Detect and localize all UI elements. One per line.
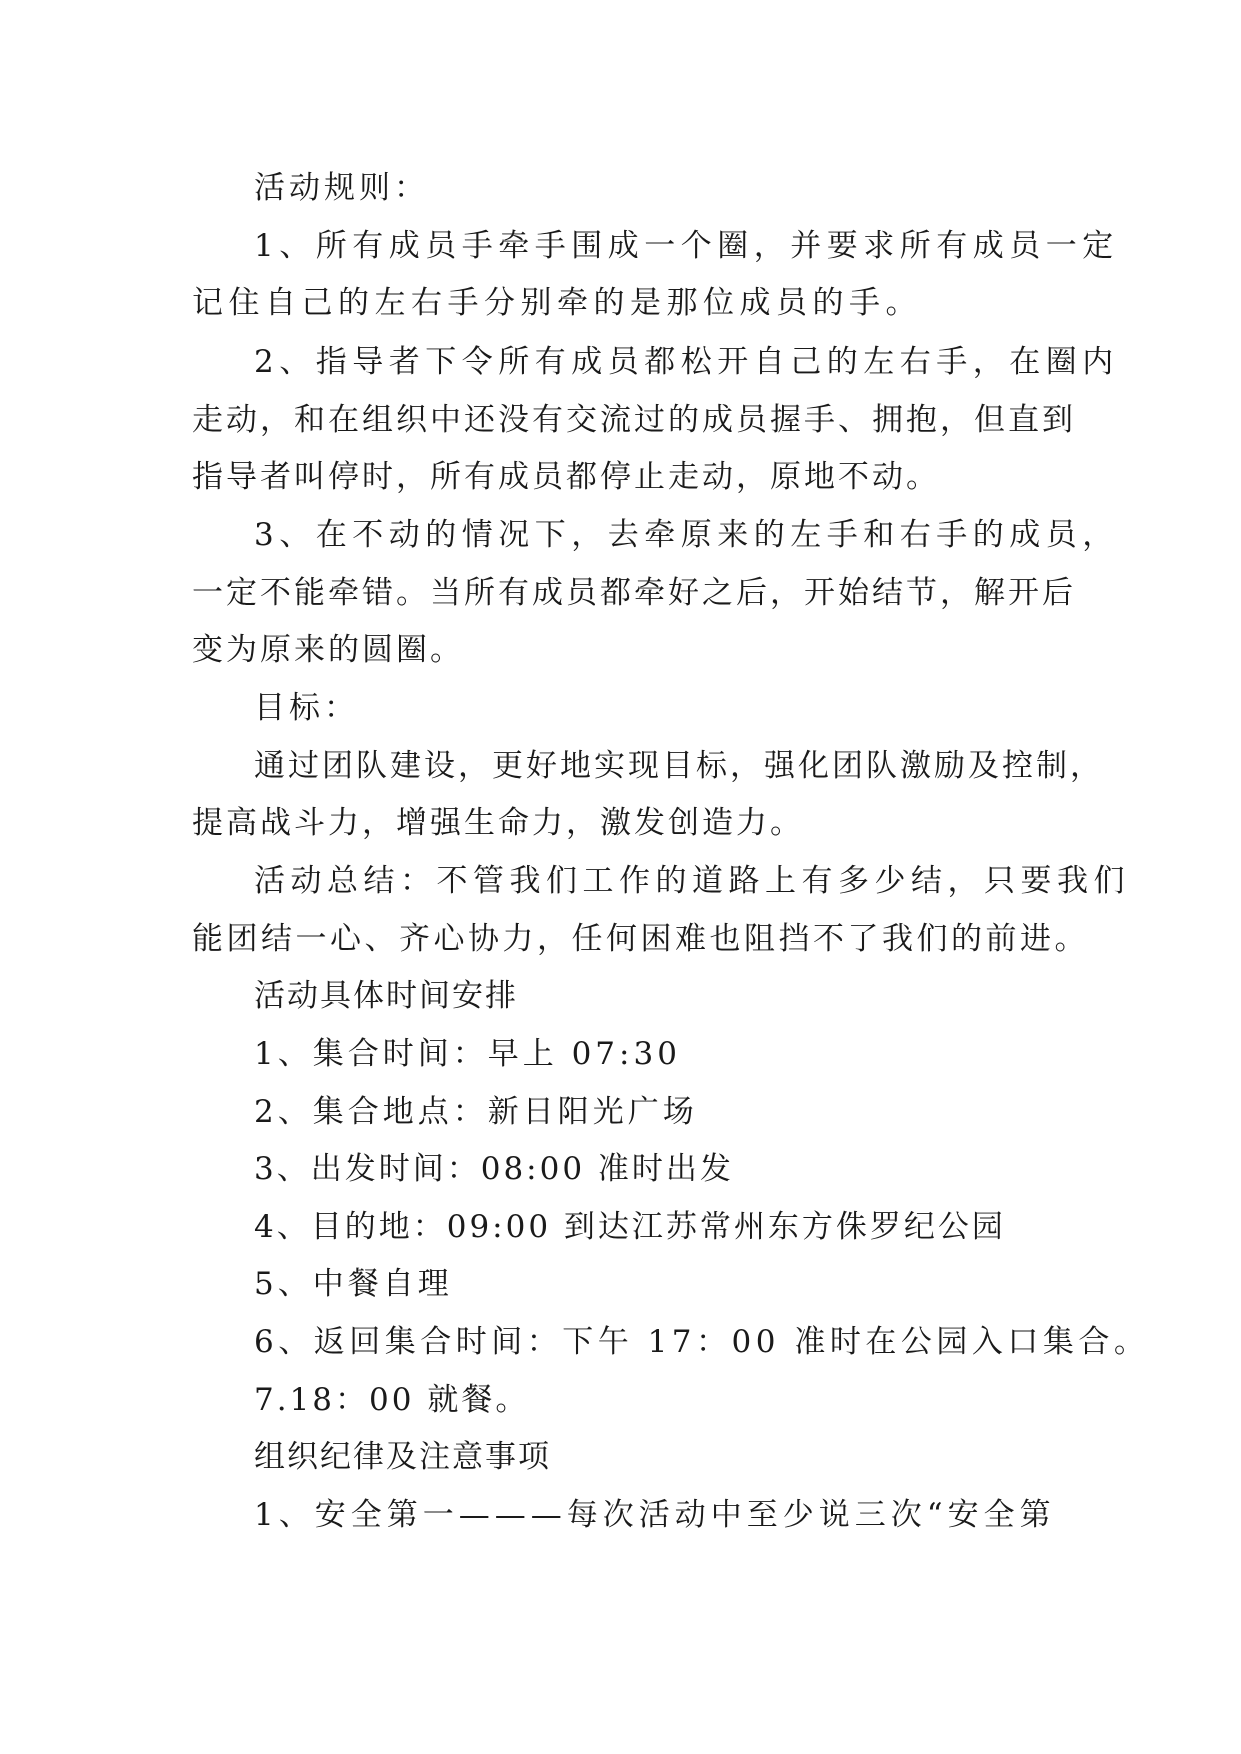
goal-line-1: 通过团队建设，更好地实现目标，强化团队激励及控制，	[254, 748, 1104, 784]
schedule-item-3: 3、出发时间：08:00 准时出发	[254, 1151, 734, 1187]
schedule-item-4: 4、目的地：09:00 到达江苏常州东方侏罗纪公园	[254, 1209, 1006, 1245]
rule-3-line-2: 一定不能牵错。当所有成员都牵好之后，开始结节，解开后	[192, 575, 1076, 611]
heading-goal: 目标：	[254, 690, 359, 726]
schedule-item-2: 2、集合地点：新日阳光广场	[254, 1094, 698, 1130]
heading-discipline: 组织纪律及注意事项	[254, 1439, 551, 1475]
summary-line-2: 能团结一心、齐心协力，任何困难也阻挡不了我们的前进。	[192, 921, 1089, 957]
rule-1-line-1: 1、所有成员手牵手围成一个圈，并要求所有成员一定	[254, 228, 1119, 264]
schedule-item-7: 7.18：00 就餐。	[254, 1382, 530, 1418]
schedule-item-5: 5、中餐自理	[254, 1266, 453, 1302]
schedule-item-6: 6、返回集合时间：下午 17：00 准时在公园入口集合。	[254, 1324, 1150, 1360]
discipline-item-1: 1、安全第一———每次活动中至少说三次“安全第	[254, 1497, 1056, 1533]
heading-activity-rules: 活动规则：	[254, 170, 429, 206]
heading-schedule: 活动具体时间安排	[254, 978, 518, 1014]
rule-2-line-3: 指导者叫停时，所有成员都停止走动，原地不动。	[192, 459, 940, 495]
schedule-item-1: 1、集合时间：早上 07:30	[254, 1036, 681, 1072]
summary-line-1: 活动总结：不管我们工作的道路上有多少结，只要我们	[254, 863, 1130, 899]
goal-line-2: 提高战斗力，增强生命力，激发创造力。	[192, 805, 804, 841]
rule-2-line-1: 2、指导者下令所有成员都松开自己的左右手，在圈内	[254, 344, 1119, 380]
rule-2-line-2: 走动，和在组织中还没有交流过的成员握手、拥抱，但直到	[192, 402, 1076, 438]
rule-3-line-3: 变为原来的圆圈。	[192, 632, 464, 668]
rule-1-line-2: 记住自己的左右手分别牵的是那位成员的手。	[192, 285, 922, 321]
rule-3-line-1: 3、在不动的情况下，去牵原来的左手和右手的成员，	[254, 517, 1119, 553]
